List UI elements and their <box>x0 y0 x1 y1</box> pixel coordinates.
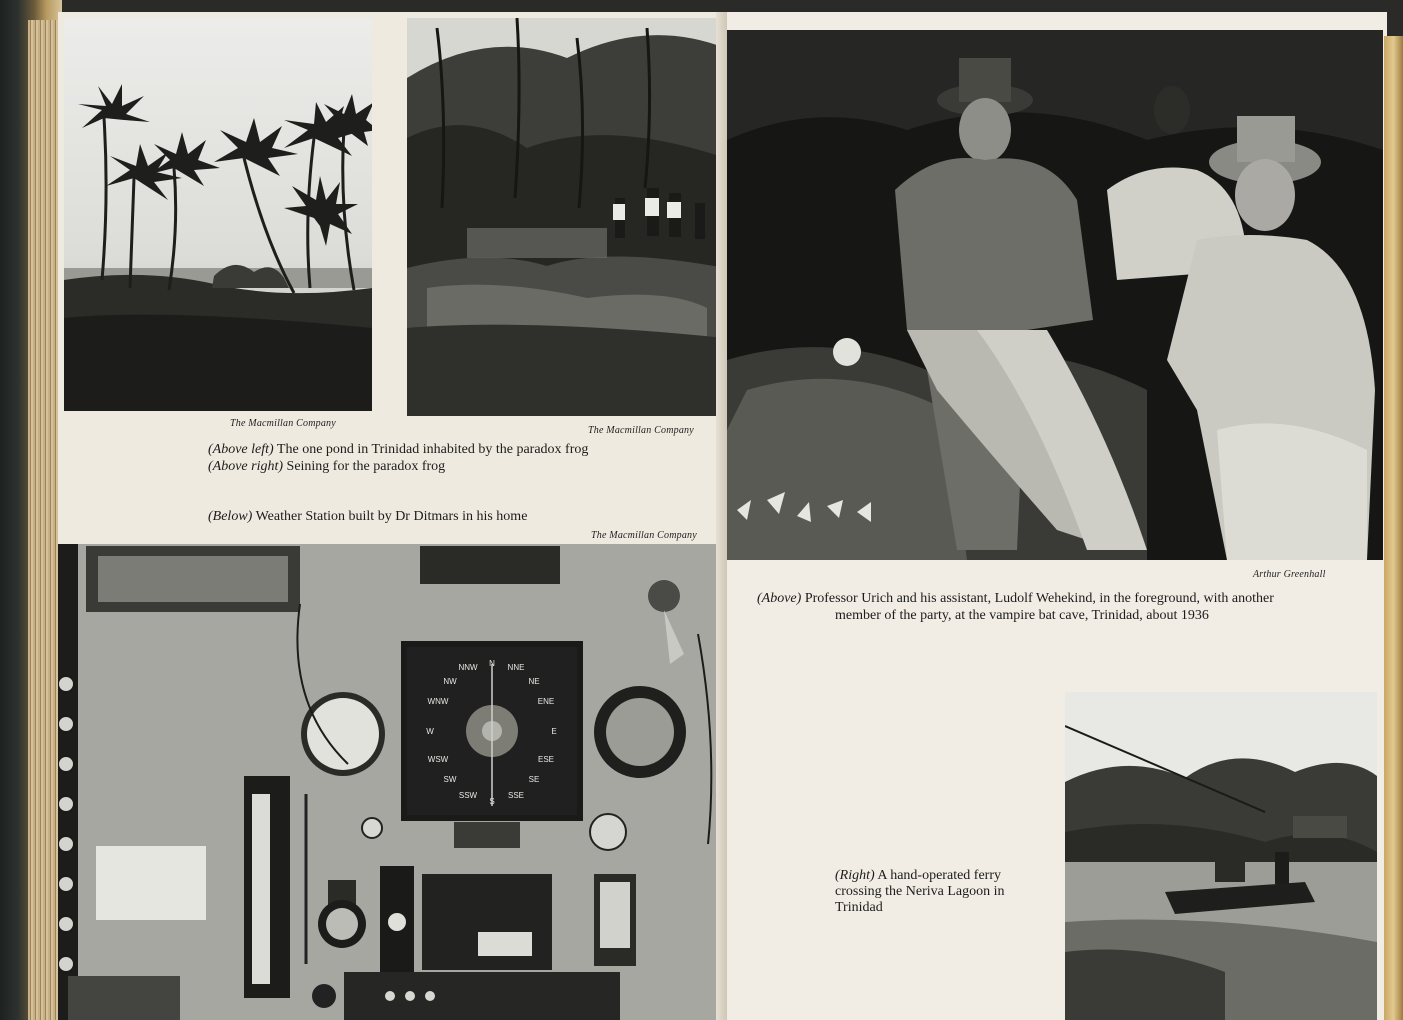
credit-weather-station: The Macmillan Company <box>591 530 697 541</box>
compass-label: ESE <box>537 755 555 764</box>
caption-line-3: Trinidad <box>835 900 883 915</box>
caption-lead: (Above left) <box>208 442 274 457</box>
caption-line-2: member of the party, at the vampire bat cave, Trinidad, about 1936 <box>835 608 1209 623</box>
photo-ferry <box>1065 692 1377 1020</box>
caption-line-1 <box>757 590 1357 607</box>
caption-above <box>757 590 1357 624</box>
credit-cave: Arthur Greenhall <box>1253 569 1326 580</box>
compass-label: WNW <box>427 697 449 706</box>
caption-above-left <box>208 441 588 458</box>
credit-top-left: The Macmillan Company <box>230 418 336 429</box>
compass-label: ENE <box>537 697 555 706</box>
compass-label: N <box>489 659 495 668</box>
caption-text: Weather Station built by Dr Ditmars in his home <box>252 509 528 524</box>
caption-text: Professor Urich and his assistant, Ludolf Wehekind, in the foreground, with another <box>801 591 1274 606</box>
caption-lead: (Right) <box>835 868 875 883</box>
caption-lead: (Above right) <box>208 459 284 474</box>
caption-lead: (Above) <box>757 591 802 606</box>
photo-seining <box>407 18 725 416</box>
compass-label: SSE <box>507 791 525 800</box>
compass-label: NNE <box>507 663 525 672</box>
photo-pond-palms <box>64 18 372 411</box>
left-page <box>58 12 728 1020</box>
compass-label: SSW <box>458 791 478 800</box>
right-page <box>727 12 1387 1020</box>
photo-weather-station <box>58 544 720 1020</box>
credit-top-right: The Macmillan Company <box>588 425 694 436</box>
caption-text: A hand-operated ferry <box>874 868 1001 883</box>
caption-line-2: crossing the Neriva Lagoon in <box>835 884 1005 899</box>
caption-below <box>208 508 527 525</box>
page-edge-right <box>1384 36 1403 1020</box>
compass-label: SW <box>443 775 457 784</box>
compass-label: NW <box>443 677 457 686</box>
caption-right <box>835 868 1055 916</box>
compass-label: E <box>551 727 557 736</box>
compass-label: W <box>426 727 434 736</box>
caption-lead: (Below) <box>208 509 253 524</box>
compass-label: NE <box>528 677 540 686</box>
caption-text: Seining for the paradox frog <box>283 459 446 474</box>
compass-label: NNW <box>458 663 478 672</box>
compass-label: WSW <box>427 755 449 764</box>
caption-line-1 <box>835 868 1055 884</box>
caption-above-right <box>208 458 445 475</box>
page-edges <box>28 20 62 1020</box>
compass-label: S <box>489 797 495 806</box>
caption-text: The one pond in Trinidad inhabited by the paradox frog <box>273 442 589 457</box>
compass-label: SE <box>528 775 540 784</box>
photo-vampire-bat-cave <box>727 30 1383 560</box>
